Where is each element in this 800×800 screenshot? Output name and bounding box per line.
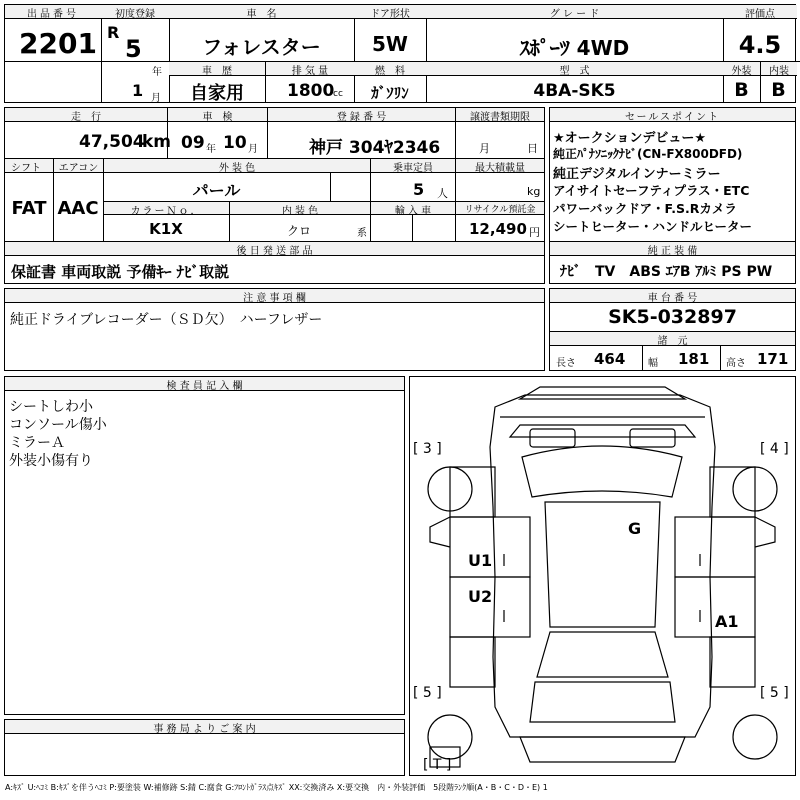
notes-text: 純正ドライブレコーダー（ＳＤ欠） ハーフレザー <box>10 312 323 328</box>
lot-number: 2201 <box>19 27 97 60</box>
ext-color: パール <box>192 181 241 200</box>
reg-month-unit: 月 <box>151 93 161 104</box>
inspector-label: 検 査 員 記 入 欄 <box>5 377 404 391</box>
corner-tl-value: 3 <box>422 441 432 457</box>
sales-point-line: ★オークションデビュー★ <box>553 131 707 146</box>
import-label: 輸 入 車 <box>371 202 455 215</box>
displacement-unit: cc <box>333 89 343 99</box>
later-items: 保証書 車両取説 予備ｷｰ ﾅﾋﾞ取説 <box>11 263 230 281</box>
notes-label: 注 意 事 項 欄 <box>5 289 544 303</box>
max-load-label: 最大積載量 <box>455 159 544 173</box>
chassis-label: 車 台 番 号 <box>550 289 795 303</box>
height-label: 高さ <box>726 358 746 369</box>
score: 4.5 <box>738 31 782 59</box>
grade-label: グ レ ー ド <box>426 5 723 19</box>
exterior-grade: B <box>734 79 749 101</box>
ext-color-label: 外 装 色 <box>103 159 370 173</box>
sales-point-line: シートヒーター・ハンドルヒーター <box>553 219 753 234</box>
inspector-block <box>4 376 405 715</box>
sales-point-line: パワーバックドア・F.S.Rカメラ <box>553 201 737 216</box>
int-color-label: 内 装 色 <box>230 202 370 215</box>
details-block <box>4 107 545 284</box>
recycle-fee: 12,490 <box>469 220 527 238</box>
mileage: 47,504 <box>79 132 145 152</box>
std-equipment: ﾅﾋﾞ TV ABS ｴｱB ｱﾙﾐ PS PW <box>560 264 773 280</box>
transfer-day: 日 <box>527 142 538 155</box>
color-no: K1X <box>149 220 183 238</box>
specs-label: 諸 元 <box>550 332 795 346</box>
interior-label: 内装 <box>760 62 797 76</box>
height: 171 <box>757 350 789 368</box>
capacity: 5 <box>413 180 425 199</box>
header-block <box>4 4 796 103</box>
exterior-label: 外装 <box>723 62 760 76</box>
color-no-label: カラーＮｏ． <box>104 202 229 215</box>
damage-mark-g: G <box>628 519 642 538</box>
history-label: 車 歴 <box>169 62 265 76</box>
reg-year: 5 <box>125 35 142 63</box>
inspection-year-unit: 年 <box>206 144 216 155</box>
corner-tr-value: 4 <box>769 441 779 457</box>
width-label: 幅 <box>648 358 658 369</box>
recycle-unit: 円 <box>529 226 540 239</box>
damage-mark-u1: U1 <box>468 551 493 570</box>
car-outline-diagram <box>410 377 795 775</box>
notes-block <box>4 288 545 371</box>
car-diagram <box>409 376 796 776</box>
plate-number: 神戸 304ﾔ2346 <box>309 138 441 158</box>
mileage-unit: km <box>142 132 172 152</box>
displacement: 1800 <box>287 81 335 101</box>
inspector-note: ミラーＡ <box>9 435 65 451</box>
std-equip-label: 純 正 装 備 <box>550 242 795 256</box>
corner-label-tr: [ 4 ] <box>760 441 789 457</box>
int-color: クロ <box>287 224 312 238</box>
inspection-label: 車 検 <box>167 108 267 122</box>
reg-month: 1 <box>132 81 144 100</box>
legend-text: A:ｷｽﾞ U:ﾍｺﾐ B:ｷｽﾞを伴うﾍｺﾐ P:要塗装 W:補修跡 S:錆 C:腐食 G:ﾌﾛﾝﾄｶﾞﾗｽ点ｷｽﾞ XX:交換済み X:要交換 内・外装評価 5段階ﾗﾝｸ順(A・B・C・D・E) 1 <box>5 783 548 792</box>
inspector-note: 外装小傷有り <box>9 453 93 469</box>
car-name: フォレスター <box>202 35 321 59</box>
sales-point-line: 純正ﾊﾟﾅｿﾆｯｸﾅﾋﾞ(CN-FX800DFD) <box>553 147 743 161</box>
corner-bl-value: 5 <box>422 685 432 701</box>
corner-br-value: 5 <box>769 685 779 701</box>
aircon: AAC <box>57 198 99 219</box>
fuel: ｶﾞｿﾘﾝ <box>371 84 409 102</box>
capacity-unit: 人 <box>437 187 448 200</box>
length: 464 <box>594 350 626 368</box>
car-name-label: 車 名 <box>169 5 354 19</box>
aircon-label: エアコン <box>53 159 103 173</box>
length-label: 長さ <box>556 358 576 369</box>
chassis-block <box>549 288 796 371</box>
later-items-label: 後 日 発 送 部 品 <box>5 242 544 256</box>
capacity-label: 乗車定員 <box>370 159 455 173</box>
reg-year-unit: 年 <box>152 67 162 78</box>
inspection-month-unit: 月 <box>248 144 258 155</box>
transfer-label: 譲渡書類期限 <box>455 108 544 122</box>
model-code: 4BA-SK5 <box>533 81 616 101</box>
damage-mark-a1: A1 <box>715 612 739 631</box>
office-block <box>4 719 405 776</box>
transfer-month: 月 <box>479 142 490 155</box>
history: 自家用 <box>190 83 244 104</box>
sales-point-line: 純正デジタルインナーミラー <box>553 167 721 182</box>
corner-label-bl: [ 5 ] <box>413 685 442 701</box>
inspector-note: コンソール傷小 <box>9 417 107 433</box>
sales-point-line: アイサイトセーフティプラス・ETC <box>553 183 750 198</box>
shift-label: シフト <box>5 159 53 173</box>
lot-label: 出品番号 <box>5 5 101 19</box>
recycle-label: リサイクル預託金 <box>456 202 544 215</box>
door-type: 5W <box>372 32 408 56</box>
era: R <box>107 23 120 42</box>
mileage-label: 走 行 <box>5 108 167 122</box>
first-reg-label: 初度登録 <box>101 5 169 19</box>
score-label: 評価点 <box>723 5 797 19</box>
shift: FAT <box>11 198 47 219</box>
fuel-label: 燃 料 <box>354 62 426 76</box>
office-label: 事 務 局 よ り ご 案 内 <box>5 720 404 734</box>
trunk-label: [ T ] <box>423 757 452 773</box>
sales-points-block <box>549 107 796 284</box>
inspector-note: シートしわ小 <box>9 399 93 415</box>
door-label: ドア形状 <box>354 5 426 19</box>
sales-points-label: セールスポイント <box>550 108 795 122</box>
inspection-month: 10 <box>223 133 247 153</box>
interior-grade: B <box>771 79 786 101</box>
chassis-number: SK5-032897 <box>608 306 737 328</box>
trunk-value: T <box>432 757 442 773</box>
width: 181 <box>678 350 710 368</box>
displacement-label: 排 気 量 <box>265 62 354 76</box>
grade: ｽﾎﾟｰﾂ 4WD <box>519 36 630 60</box>
corner-label-tl: [ 3 ] <box>413 441 442 457</box>
corner-label-br: [ 5 ] <box>760 685 789 701</box>
registration-label: 登 録 番 号 <box>267 108 455 122</box>
int-color-unit: 系 <box>357 228 367 239</box>
damage-mark-u2: U2 <box>468 587 493 606</box>
max-load-unit: kg <box>527 185 541 198</box>
inspection-year: 09 <box>181 133 205 153</box>
model-label: 型 式 <box>426 62 723 76</box>
